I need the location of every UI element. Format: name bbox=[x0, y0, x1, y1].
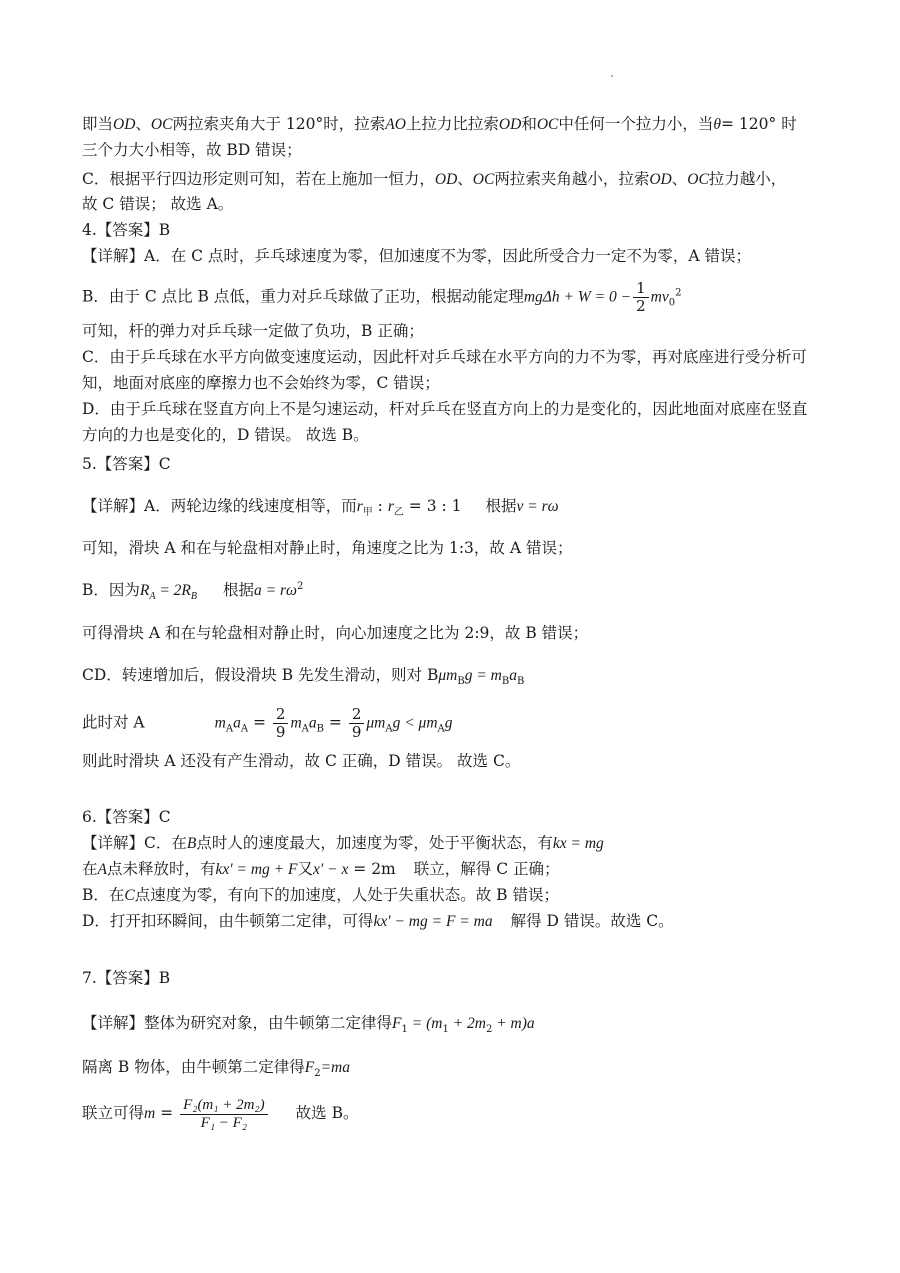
q4-option-b: B．由于 C 点比 B 点低，重力对乒乓球做了正功，根据动能定理mgΔh + W = 0 − $\frac{1}{2}$ $mv_0^2$ bbox=[82, 279, 682, 315]
q5-then-line: 此时对 A $m_Aa_A$ = $\frac{2}{9}$ $m_Aa_B$ = $\frac{2}{9}$ $\mu m_Ag < \mu m_Ag$ bbox=[82, 705, 453, 741]
scan-dot bbox=[611, 75, 613, 77]
q3-line-1: 即当OD、OC两拉索夹角大于 120°时，拉索AO上拉力比拉索OD和OC中任何一个拉力小，当θ= 120° 时 bbox=[82, 115, 797, 133]
q3-line-2: 三个力大小相等，故 BD 错误； bbox=[82, 141, 302, 159]
q7-result: 联立可得m = $\frac{\text{F₂(m₁ + 2m₂)}}{\text{F₁ − F₂}}$ 故选 B。 bbox=[82, 1096, 359, 1131]
q6-option-c-cont: 在A点未释放时，有kx′ = mg + F又x′ − x = 2m 联立，解得 C 正确； bbox=[82, 860, 560, 878]
q7-isolate: 隔离 B 物体，由牛顿第二定律得$F_2=ma$ bbox=[82, 1058, 350, 1080]
fraction: $\frac{1}{2}$ bbox=[633, 280, 649, 315]
fraction: $\frac{2}{9}$ bbox=[349, 706, 365, 741]
q5-conclusion: 则此时滑块 A 还没有产生滑动，故 C 正确，D 错误。 故选 C。 bbox=[82, 752, 521, 770]
q7-heading: 7.【答案】B bbox=[82, 969, 171, 987]
q6-option-b: B．在C点速度为零，有向下的加速度，人处于失重状态。故 B 错误； bbox=[82, 886, 559, 904]
q6-heading: 6.【答案】C bbox=[82, 808, 171, 826]
q3-line-3: C．根据平行四边形定则可知，若在上施加一恒力，OD、OC两拉索夹角越小，拉索OD、OC拉力越小， bbox=[82, 170, 787, 188]
q4-option-a: 【详解】A．在 C 点时，乒乓球速度为零，但加速度不为零，因此所受合力一定不为零，A 错误； bbox=[82, 247, 752, 265]
q5-heading: 5.【答案】C bbox=[82, 455, 171, 473]
q7-whole: 【详解】整体为研究对象，由牛顿第二定律得$F_1 = (m_1 + 2m_2 + m)a$ bbox=[82, 1014, 535, 1036]
q6-option-d: D．打开扣环瞬间，由牛顿第二定律，可得kx′ − mg = F = ma 解得 D 错误。故选 C。 bbox=[82, 912, 674, 930]
q5-option-b: B．因为$R_A = 2R_B$ 根据$a = r\omega^2$ bbox=[82, 580, 304, 603]
fraction: $\frac{2}{9}$ bbox=[273, 706, 289, 741]
q6-option-c: 【详解】C．在B点时人的速度最大，加速度为零，处于平衡状态，有kx = mg bbox=[82, 834, 604, 852]
q5-option-cd: CD．转速增加后，假设滑块 B 先发生滑动，则对 $B\mu m_Bg = m_Ba_B$ bbox=[82, 666, 525, 688]
q5-option-b-cont: 可得滑块 A 和在与轮盘相对静止时，向心加速度之比为 2:9，故 B 错误； bbox=[82, 624, 589, 642]
q4-option-b-cont: 可知，杆的弹力对乒乓球一定做了负功，B 正确； bbox=[82, 322, 424, 340]
q4-option-c-1: C．由于乒乓球在水平方向做变速度运动，因此杆对乒乓球在水平方向的力不为零，再对底座进行受分析可 bbox=[82, 348, 807, 366]
q4-heading: 4.【答案】B bbox=[82, 221, 171, 239]
q3-line-4: 故 C 错误； 故选 A。 bbox=[82, 195, 234, 213]
q4-option-d-2: 方向的力也是变化的，D 错误。 故选 B。 bbox=[82, 426, 369, 444]
fraction: $\frac{\text{F₂(m₁ + 2m₂)}}{\text{F₁ − F₂}}$ bbox=[180, 1097, 268, 1132]
q5-option-a-cont: 可知，滑块 A 和在与轮盘相对静止时，角速度之比为 1:3，故 A 错误； bbox=[82, 539, 573, 557]
q4-option-c-2: 知，地面对底座的摩擦力也不会始终为零，C 错误； bbox=[82, 374, 440, 392]
q4-option-d-1: D．由于乒乓球在竖直方向上不是匀速运动，杆对乒乓在竖直方向上的力是变化的，因此地面对底座在竖直 bbox=[82, 400, 808, 418]
q5-option-a: 【详解】A．两轮边缘的线速度相等，而$r_甲$ : $r_乙 = 3$ : 1 根据v = rω bbox=[82, 497, 559, 519]
